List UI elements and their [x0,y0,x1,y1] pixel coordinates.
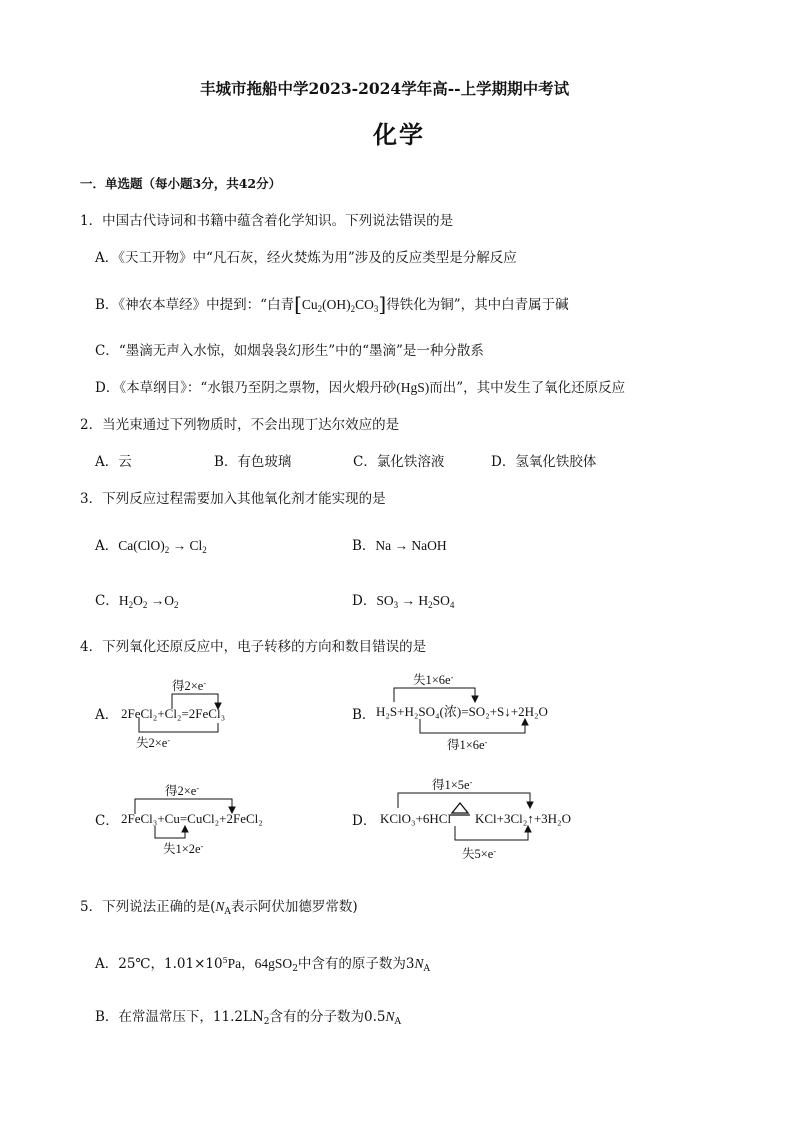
q2-option-a: A．云 [95,454,132,470]
q4-d-gain-label: 得1×5e- [432,778,473,792]
q4-option-b-label: B． [352,707,376,723]
q3-option-c: C．$H_2O_2 \to O_2$ [95,593,179,610]
q2-option-d: D．氢氧化铁胶体 [491,454,597,470]
question-4-stem: 4．下列氧化还原反应中，电子转移的方向和数目错误的是 [80,639,427,655]
q4-b-gain-label: 得1×6e- [447,738,488,752]
q2-option-b: B．有色玻璃 [214,454,292,470]
q1-option-a: A．《天工开物》中“凡石灰，经火焚炼为用”涉及的反应类型是分解反应 [95,250,517,266]
q1-option-c: C．“墨滴无声入水惊，如烟袅袅幻形生”中的“墨滴”是一种分散系 [95,343,484,359]
q4-d-lose-label: 失5×e- [462,847,497,861]
q4-c-equation: 2FeCl₃+Cu=CuCl₂+2FeCl₂ [121,811,263,826]
q4-b-equation: H₂S+H₂SO₄(浓)=SO₂+S↓+2H₂O [376,704,548,719]
q4-b-lose-label: 失1×6e- [413,673,454,687]
question-2-stem: 2．当光束通过下列物质时，不会出现丁达尔效应的是 [80,417,400,433]
q3-option-a: A．$Ca(ClO)_2 \to Cl_2$ [95,538,207,555]
q1-option-b: B．《神农本草经》中提到：“白青$[Cu_2(OH)_2CO_3]$得铁化为铜”，其中白青属于碱 [95,292,569,316]
section-heading: 一．单选题（每小题3分，共42分） [80,176,282,191]
question-3-stem: 3．下列反应过程需要加入其他氧化剂才能实现的是 [80,491,386,507]
q4-a-equation: 2FeCl₂+Cl₂=2FeCl₃ [121,706,226,721]
q5-option-b: B．在常温常压下，$11.2LN_2$含有的分子数为$0.5N_A$ [95,1009,401,1027]
q5-option-a: A．25℃，$1.01\times 10^5Pa$，64gSO$_2$中含有的原子数为$3N_A$ [95,956,431,974]
q1-option-d: D．《本草纲目》：“水银乃至阴之票物，因火煅丹砂(HgS)而出”，其中发生了氧化还原反应 [95,380,626,396]
question-5-stem: 5．下列说法正确的是($N_A$表示阿伏加德罗常数) [80,899,358,917]
q4-c-lose-label: 失1×2e- [163,842,204,856]
q2-option-c: C．氯化铁溶液 [353,454,445,470]
q3-option-d: D．$SO_3 \to H_2SO_4$ [352,593,455,610]
q4-d-equation-right: KCl+3Cl₂↑+3H₂O [475,811,571,826]
q4-option-c-label: C． [95,813,119,829]
q4-a-lose-label: 失2×e- [136,736,171,750]
q4-option-a-label: A． [95,707,119,723]
q4-c-gain-label: 得2×e- [165,784,200,798]
q4-option-d-label: D． [352,813,377,829]
q3-option-b: B．Na → NaOH [352,538,447,554]
exam-title: 丰城市拖船中学2023-2024学年高--上学期期中考试 [200,79,570,98]
q4-a-gain-label: 得2×e- [172,679,207,693]
question-1-stem: 1．中国古代诗词和书籍中蕴含着化学知识。下列说法错误的是 [80,213,454,229]
subject-title: 化学 [373,120,425,149]
q4-d-equation-left: KClO₃+6HCl [380,811,452,826]
